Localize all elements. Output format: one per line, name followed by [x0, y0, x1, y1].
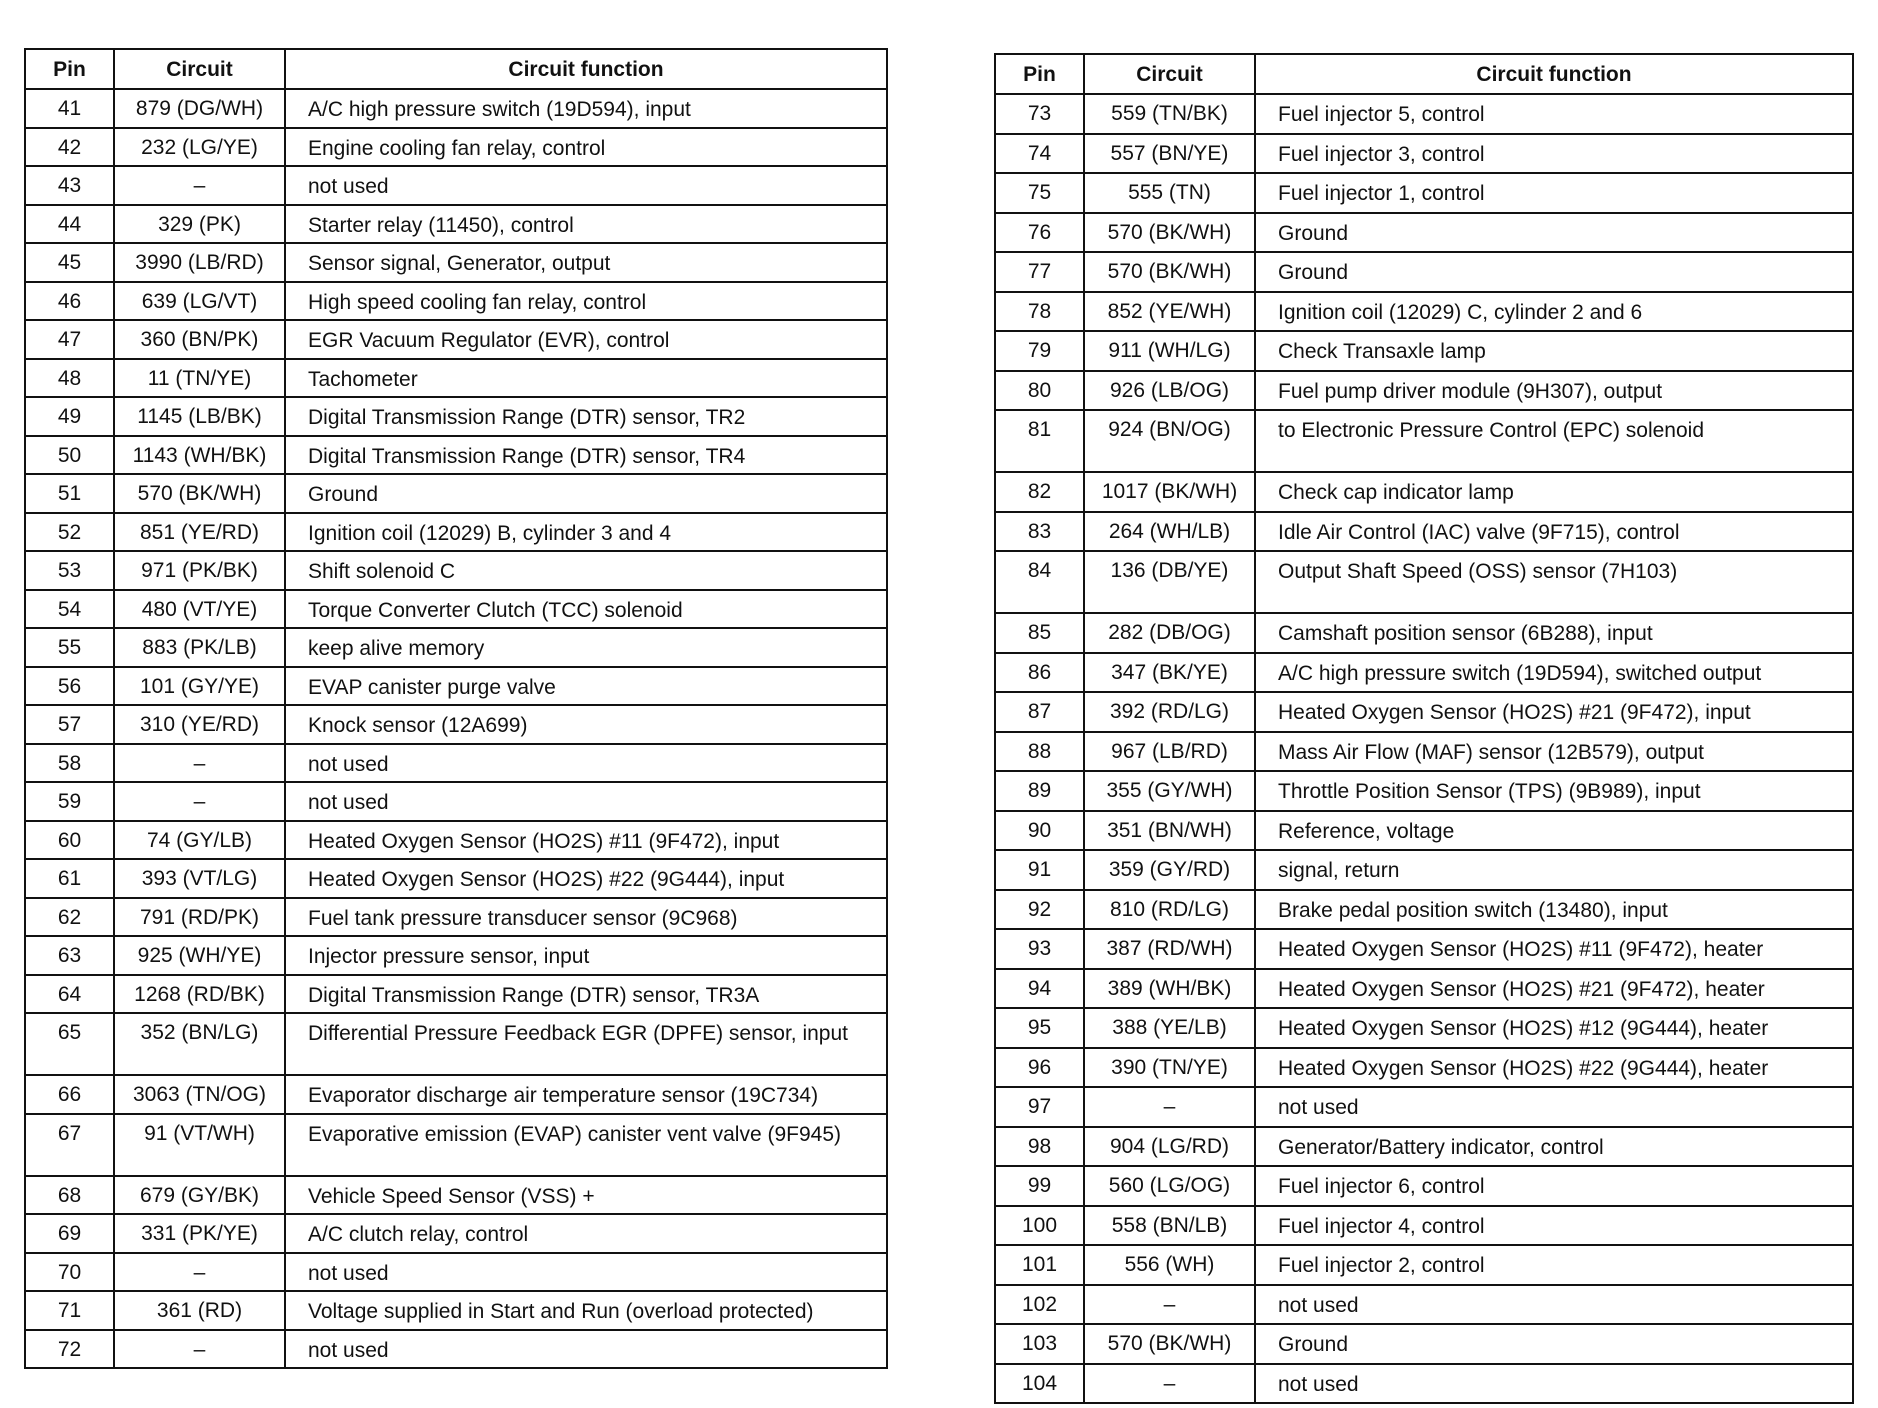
- function-cell: Ground: [1255, 1324, 1853, 1364]
- function-cell: Heated Oxygen Sensor (HO2S) #11 (9F472), input: [285, 821, 887, 860]
- table-row: [995, 1166, 1853, 1206]
- pin-cell: 66: [25, 1075, 114, 1114]
- pin-cell: 42: [25, 128, 114, 167]
- function-cell: Idle Air Control (IAC) valve (9F715), control: [1255, 512, 1853, 552]
- function-cell: Heated Oxygen Sensor (HO2S) #21 (9F472), input: [1255, 692, 1853, 732]
- table-row: [995, 850, 1853, 890]
- function-cell: to Electronic Pressure Control (EPC) solenoid: [1255, 410, 1853, 472]
- pin-cell: 72: [25, 1330, 114, 1369]
- circuit-cell: 570 (BK/WH): [114, 474, 285, 513]
- pin-cell: 89: [995, 771, 1084, 811]
- table-row: [25, 628, 887, 667]
- function-cell: Fuel injector 4, control: [1255, 1206, 1853, 1246]
- table-row: [995, 653, 1853, 693]
- function-cell: Output Shaft Speed (OSS) sensor (7H103): [1255, 551, 1853, 613]
- pin-cell: 102: [995, 1285, 1084, 1325]
- table-row: [995, 771, 1853, 811]
- circuit-cell: –: [114, 744, 285, 783]
- table-row: [25, 975, 887, 1014]
- pin-cell: 100: [995, 1206, 1084, 1246]
- function-cell: Ground: [285, 474, 887, 513]
- table-row: [25, 936, 887, 975]
- function-cell: Throttle Position Sensor (TPS) (9B989), input: [1255, 771, 1853, 811]
- table-row: [25, 1075, 887, 1114]
- circuit-cell: 924 (BN/OG): [1084, 410, 1255, 472]
- table-row: [25, 705, 887, 744]
- function-cell: Sensor signal, Generator, output: [285, 243, 887, 282]
- function-cell: EGR Vacuum Regulator (EVR), control: [285, 320, 887, 359]
- circuit-cell: 387 (RD/WH): [1084, 929, 1255, 969]
- table-row: [25, 359, 887, 398]
- circuit-cell: –: [114, 1330, 285, 1369]
- pin-cell: 84: [995, 551, 1084, 613]
- header-pin: Pin: [995, 54, 1084, 94]
- table-row: [995, 1048, 1853, 1088]
- table-row: [995, 472, 1853, 512]
- circuit-cell: 559 (TN/BK): [1084, 94, 1255, 134]
- circuit-cell: 557 (BN/YE): [1084, 134, 1255, 174]
- pin-cell: 86: [995, 653, 1084, 693]
- circuit-cell: 101 (GY/YE): [114, 667, 285, 706]
- function-cell: not used: [285, 1253, 887, 1292]
- header-pin: Pin: [25, 49, 114, 89]
- circuit-cell: 1268 (RD/BK): [114, 975, 285, 1014]
- circuit-cell: 570 (BK/WH): [1084, 252, 1255, 292]
- table-row: [25, 436, 887, 475]
- table-row: [25, 89, 887, 128]
- table-row: [995, 692, 1853, 732]
- function-cell: signal, return: [1255, 850, 1853, 890]
- function-cell: Differential Pressure Feedback EGR (DPFE) sensor, input: [285, 1013, 887, 1075]
- circuit-cell: 393 (VT/LG): [114, 859, 285, 898]
- table-row: [25, 397, 887, 436]
- circuit-cell: 91 (VT/WH): [114, 1114, 285, 1176]
- circuit-cell: 679 (GY/BK): [114, 1176, 285, 1215]
- circuit-cell: 904 (LG/RD): [1084, 1127, 1255, 1167]
- pinout-table-left: [24, 48, 888, 1369]
- function-cell: A/C clutch relay, control: [285, 1214, 887, 1253]
- table-row: [995, 1206, 1853, 1246]
- circuit-cell: 329 (PK): [114, 205, 285, 244]
- table-row: [995, 331, 1853, 371]
- pin-cell: 47: [25, 320, 114, 359]
- pin-cell: 43: [25, 166, 114, 205]
- circuit-cell: 331 (PK/YE): [114, 1214, 285, 1253]
- table-row: [25, 782, 887, 821]
- pin-cell: 92: [995, 890, 1084, 930]
- function-cell: Ignition coil (12029) C, cylinder 2 and 6: [1255, 292, 1853, 332]
- function-cell: Ground: [1255, 252, 1853, 292]
- pin-cell: 53: [25, 551, 114, 590]
- header-row: [25, 49, 887, 89]
- circuit-cell: 11 (TN/YE): [114, 359, 285, 398]
- function-cell: keep alive memory: [285, 628, 887, 667]
- pin-cell: 97: [995, 1087, 1084, 1127]
- circuit-cell: 925 (WH/YE): [114, 936, 285, 975]
- table-row: [25, 590, 887, 629]
- table-row: [995, 512, 1853, 552]
- circuit-cell: 1145 (LB/BK): [114, 397, 285, 436]
- function-cell: Heated Oxygen Sensor (HO2S) #22 (9G444), heater: [1255, 1048, 1853, 1088]
- function-cell: Heated Oxygen Sensor (HO2S) #21 (9F472), heater: [1255, 969, 1853, 1009]
- pin-cell: 91: [995, 850, 1084, 890]
- function-cell: not used: [285, 744, 887, 783]
- table-row: [25, 128, 887, 167]
- function-cell: Heated Oxygen Sensor (HO2S) #11 (9F472), heater: [1255, 929, 1853, 969]
- table-row: [995, 173, 1853, 213]
- function-cell: Fuel injector 2, control: [1255, 1245, 1853, 1285]
- function-cell: Evaporative emission (EVAP) canister vent valve (9F945): [285, 1114, 887, 1176]
- function-cell: Tachometer: [285, 359, 887, 398]
- table-row: [25, 1176, 887, 1215]
- function-cell: not used: [1255, 1087, 1853, 1127]
- circuit-cell: 282 (DB/OG): [1084, 613, 1255, 653]
- function-cell: Fuel injector 5, control: [1255, 94, 1853, 134]
- pin-cell: 64: [25, 975, 114, 1014]
- circuit-cell: 360 (BN/PK): [114, 320, 285, 359]
- circuit-cell: 264 (WH/LB): [1084, 512, 1255, 552]
- function-cell: Digital Transmission Range (DTR) sensor, TR2: [285, 397, 887, 436]
- function-cell: Knock sensor (12A699): [285, 705, 887, 744]
- table-row: [25, 320, 887, 359]
- circuit-cell: 392 (RD/LG): [1084, 692, 1255, 732]
- pin-cell: 52: [25, 513, 114, 552]
- pin-cell: 63: [25, 936, 114, 975]
- table-row: [995, 929, 1853, 969]
- function-cell: not used: [1255, 1285, 1853, 1325]
- table-row: [25, 1330, 887, 1369]
- function-cell: Fuel injector 3, control: [1255, 134, 1853, 174]
- circuit-cell: 351 (BN/WH): [1084, 811, 1255, 851]
- header-circuit-function: Circuit function: [285, 49, 887, 89]
- circuit-cell: 310 (YE/RD): [114, 705, 285, 744]
- circuit-cell: 879 (DG/WH): [114, 89, 285, 128]
- pin-cell: 59: [25, 782, 114, 821]
- table-row: [25, 513, 887, 552]
- table-row: [25, 744, 887, 783]
- pin-cell: 69: [25, 1214, 114, 1253]
- circuit-cell: 388 (YE/LB): [1084, 1008, 1255, 1048]
- circuit-cell: 361 (RD): [114, 1291, 285, 1330]
- circuit-cell: 967 (LB/RD): [1084, 732, 1255, 772]
- circuit-cell: 3990 (LB/RD): [114, 243, 285, 282]
- circuit-cell: 556 (WH): [1084, 1245, 1255, 1285]
- circuit-cell: 347 (BK/YE): [1084, 653, 1255, 693]
- pin-cell: 48: [25, 359, 114, 398]
- function-cell: Ground: [1255, 213, 1853, 253]
- pin-cell: 51: [25, 474, 114, 513]
- table-row: [25, 1013, 887, 1075]
- table-row: [995, 213, 1853, 253]
- function-cell: Injector pressure sensor, input: [285, 936, 887, 975]
- circuit-cell: –: [114, 1253, 285, 1292]
- header-circuit: Circuit: [1084, 54, 1255, 94]
- pin-cell: 45: [25, 243, 114, 282]
- function-cell: Mass Air Flow (MAF) sensor (12B579), output: [1255, 732, 1853, 772]
- pin-cell: 61: [25, 859, 114, 898]
- function-cell: Fuel tank pressure transducer sensor (9C968): [285, 898, 887, 937]
- table-row: [25, 166, 887, 205]
- function-cell: A/C high pressure switch (19D594), input: [285, 89, 887, 128]
- pin-cell: 56: [25, 667, 114, 706]
- pin-cell: 85: [995, 613, 1084, 653]
- function-cell: Camshaft position sensor (6B288), input: [1255, 613, 1853, 653]
- pin-cell: 101: [995, 1245, 1084, 1285]
- pin-cell: 79: [995, 331, 1084, 371]
- circuit-cell: 791 (RD/PK): [114, 898, 285, 937]
- pin-cell: 57: [25, 705, 114, 744]
- circuit-cell: –: [1084, 1364, 1255, 1404]
- table-row: [25, 243, 887, 282]
- table-row: [25, 859, 887, 898]
- pin-cell: 77: [995, 252, 1084, 292]
- function-cell: not used: [285, 166, 887, 205]
- pin-cell: 80: [995, 371, 1084, 411]
- circuit-cell: 883 (PK/LB): [114, 628, 285, 667]
- pin-cell: 95: [995, 1008, 1084, 1048]
- table-row: [25, 821, 887, 860]
- table-row: [995, 410, 1853, 472]
- circuit-cell: –: [114, 782, 285, 821]
- circuit-cell: 232 (LG/YE): [114, 128, 285, 167]
- table-row: [995, 1364, 1853, 1404]
- pin-cell: 74: [995, 134, 1084, 174]
- table-row: [995, 1087, 1853, 1127]
- pin-cell: 54: [25, 590, 114, 629]
- header-circuit: Circuit: [114, 49, 285, 89]
- table-row: [995, 94, 1853, 134]
- pin-cell: 98: [995, 1127, 1084, 1167]
- pin-cell: 103: [995, 1324, 1084, 1364]
- table-row: [25, 551, 887, 590]
- function-cell: Fuel injector 6, control: [1255, 1166, 1853, 1206]
- circuit-cell: 355 (GY/WH): [1084, 771, 1255, 811]
- function-cell: Brake pedal position switch (13480), input: [1255, 890, 1853, 930]
- function-cell: Evaporator discharge air temperature sensor (19C734): [285, 1075, 887, 1114]
- circuit-cell: 852 (YE/WH): [1084, 292, 1255, 332]
- circuit-cell: 359 (GY/RD): [1084, 850, 1255, 890]
- circuit-cell: –: [1084, 1087, 1255, 1127]
- circuit-cell: 74 (GY/LB): [114, 821, 285, 860]
- pin-cell: 83: [995, 512, 1084, 552]
- pin-cell: 67: [25, 1114, 114, 1176]
- function-cell: Starter relay (11450), control: [285, 205, 887, 244]
- table-row: [995, 1245, 1853, 1285]
- circuit-cell: 851 (YE/RD): [114, 513, 285, 552]
- table-row: [995, 732, 1853, 772]
- function-cell: Heated Oxygen Sensor (HO2S) #22 (9G444), input: [285, 859, 887, 898]
- table-row: [25, 898, 887, 937]
- function-cell: Heated Oxygen Sensor (HO2S) #12 (9G444), heater: [1255, 1008, 1853, 1048]
- pin-cell: 99: [995, 1166, 1084, 1206]
- circuit-cell: 352 (BN/LG): [114, 1013, 285, 1075]
- pin-cell: 88: [995, 732, 1084, 772]
- function-cell: Check cap indicator lamp: [1255, 472, 1853, 512]
- circuit-cell: 911 (WH/LG): [1084, 331, 1255, 371]
- function-cell: Fuel pump driver module (9H307), output: [1255, 371, 1853, 411]
- circuit-cell: 390 (TN/YE): [1084, 1048, 1255, 1088]
- pin-cell: 87: [995, 692, 1084, 732]
- function-cell: Torque Converter Clutch (TCC) solenoid: [285, 590, 887, 629]
- pin-cell: 90: [995, 811, 1084, 851]
- circuit-cell: 1017 (BK/WH): [1084, 472, 1255, 512]
- table-row: [995, 1127, 1853, 1167]
- pin-cell: 73: [995, 94, 1084, 134]
- function-cell: Digital Transmission Range (DTR) sensor, TR4: [285, 436, 887, 475]
- circuit-cell: 3063 (TN/OG): [114, 1075, 285, 1114]
- pin-cell: 75: [995, 173, 1084, 213]
- pin-cell: 58: [25, 744, 114, 783]
- circuit-cell: 480 (VT/YE): [114, 590, 285, 629]
- header-circuit-function: Circuit function: [1255, 54, 1853, 94]
- table-row: [25, 1214, 887, 1253]
- pin-cell: 93: [995, 929, 1084, 969]
- circuit-cell: 555 (TN): [1084, 173, 1255, 213]
- pin-cell: 49: [25, 397, 114, 436]
- pin-cell: 70: [25, 1253, 114, 1292]
- pin-cell: 62: [25, 898, 114, 937]
- pin-cell: 82: [995, 472, 1084, 512]
- circuit-cell: 560 (LG/OG): [1084, 1166, 1255, 1206]
- function-cell: EVAP canister purge valve: [285, 667, 887, 706]
- pin-cell: 65: [25, 1013, 114, 1075]
- pin-cell: 104: [995, 1364, 1084, 1404]
- circuit-cell: 570 (BK/WH): [1084, 1324, 1255, 1364]
- function-cell: High speed cooling fan relay, control: [285, 282, 887, 321]
- function-cell: Vehicle Speed Sensor (VSS) +: [285, 1176, 887, 1215]
- table-row: [995, 890, 1853, 930]
- table-row: [995, 1324, 1853, 1364]
- header-row: [995, 54, 1853, 94]
- function-cell: Generator/Battery indicator, control: [1255, 1127, 1853, 1167]
- circuit-cell: 558 (BN/LB): [1084, 1206, 1255, 1246]
- function-cell: Ignition coil (12029) B, cylinder 3 and 4: [285, 513, 887, 552]
- table-row: [995, 371, 1853, 411]
- circuit-cell: 1143 (WH/BK): [114, 436, 285, 475]
- circuit-cell: 570 (BK/WH): [1084, 213, 1255, 253]
- circuit-cell: 639 (LG/VT): [114, 282, 285, 321]
- pin-cell: 76: [995, 213, 1084, 253]
- table-row: [25, 667, 887, 706]
- pin-cell: 71: [25, 1291, 114, 1330]
- function-cell: Engine cooling fan relay, control: [285, 128, 887, 167]
- pin-cell: 94: [995, 969, 1084, 1009]
- table-row: [995, 969, 1853, 1009]
- pinout-table-right: [994, 53, 1854, 1404]
- table-row: [995, 551, 1853, 613]
- table-row: [25, 1114, 887, 1176]
- function-cell: A/C high pressure switch (19D594), switched output: [1255, 653, 1853, 693]
- table-row: [25, 1291, 887, 1330]
- circuit-cell: –: [114, 166, 285, 205]
- function-cell: Digital Transmission Range (DTR) sensor, TR3A: [285, 975, 887, 1014]
- function-cell: Shift solenoid C: [285, 551, 887, 590]
- pin-cell: 50: [25, 436, 114, 475]
- function-cell: not used: [285, 782, 887, 821]
- function-cell: not used: [285, 1330, 887, 1369]
- pin-cell: 68: [25, 1176, 114, 1215]
- pin-cell: 78: [995, 292, 1084, 332]
- table-row: [25, 282, 887, 321]
- table-row: [995, 1008, 1853, 1048]
- pin-cell: 55: [25, 628, 114, 667]
- function-cell: Check Transaxle lamp: [1255, 331, 1853, 371]
- pin-cell: 44: [25, 205, 114, 244]
- circuit-cell: 810 (RD/LG): [1084, 890, 1255, 930]
- pin-cell: 81: [995, 410, 1084, 472]
- function-cell: Voltage supplied in Start and Run (overload protected): [285, 1291, 887, 1330]
- circuit-cell: 926 (LB/OG): [1084, 371, 1255, 411]
- table-row: [995, 252, 1853, 292]
- circuit-cell: 389 (WH/BK): [1084, 969, 1255, 1009]
- circuit-cell: 971 (PK/BK): [114, 551, 285, 590]
- table-row: [25, 474, 887, 513]
- table-row: [25, 205, 887, 244]
- pin-cell: 46: [25, 282, 114, 321]
- table-row: [995, 292, 1853, 332]
- table-row: [995, 1285, 1853, 1325]
- table-row: [995, 811, 1853, 851]
- table-row: [25, 1253, 887, 1292]
- function-cell: Fuel injector 1, control: [1255, 173, 1853, 213]
- circuit-cell: 136 (DB/YE): [1084, 551, 1255, 613]
- table-row: [995, 613, 1853, 653]
- pin-cell: 96: [995, 1048, 1084, 1088]
- function-cell: Reference, voltage: [1255, 811, 1853, 851]
- table-row: [995, 134, 1853, 174]
- pin-cell: 41: [25, 89, 114, 128]
- pin-cell: 60: [25, 821, 114, 860]
- circuit-cell: –: [1084, 1285, 1255, 1325]
- function-cell: not used: [1255, 1364, 1853, 1404]
